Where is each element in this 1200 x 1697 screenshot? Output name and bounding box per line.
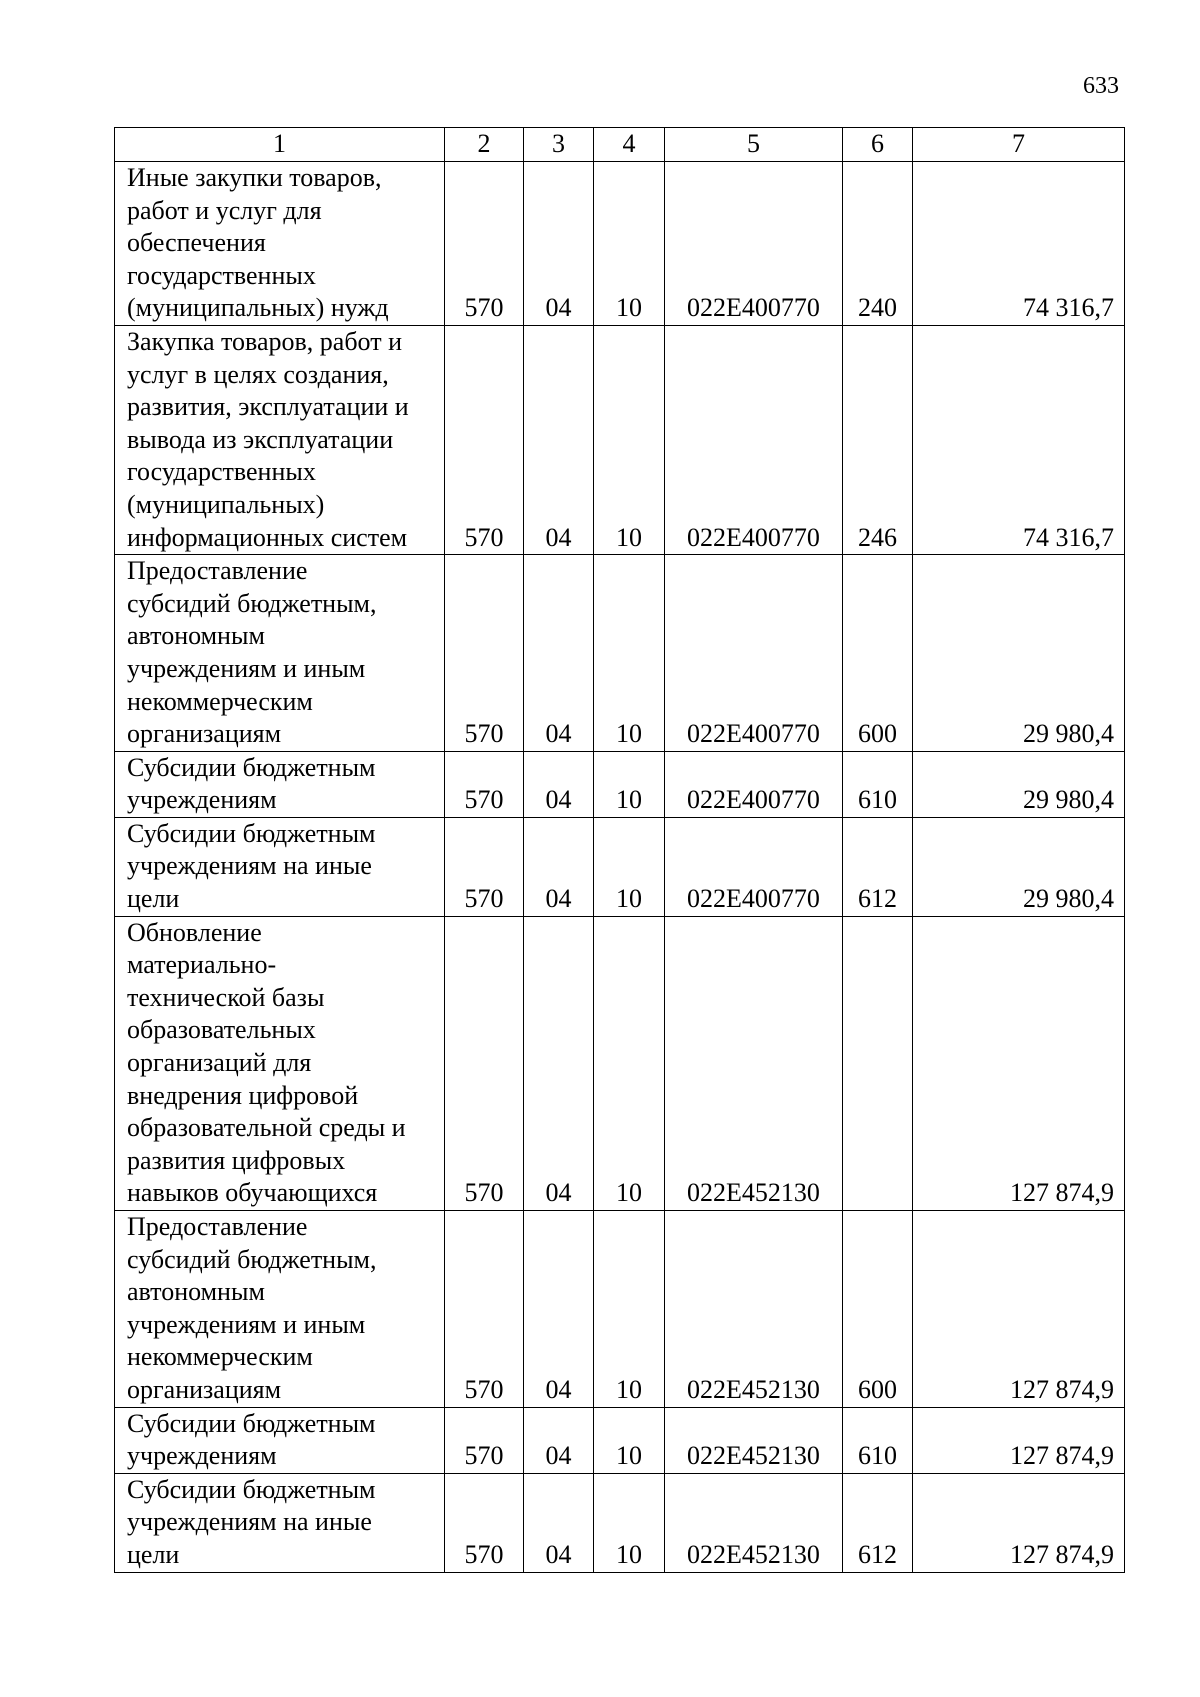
code-cell: 570 bbox=[445, 751, 524, 817]
expense-type-cell: 612 bbox=[843, 1473, 913, 1572]
desc-line: образовательных bbox=[127, 1015, 316, 1045]
desc-line: технической базы bbox=[127, 982, 325, 1012]
subsection-cell: 10 bbox=[594, 817, 665, 916]
desc-line: Предоставление bbox=[127, 556, 308, 586]
desc-line: Закупка товаров, работ и bbox=[127, 326, 402, 356]
column-header-5: 5 bbox=[665, 128, 843, 162]
expense-type-cell: 600 bbox=[843, 1211, 913, 1408]
expense-type-cell bbox=[843, 916, 913, 1210]
page-number: 633 bbox=[1083, 73, 1119, 99]
code-cell: 570 bbox=[445, 817, 524, 916]
expense-type-cell: 610 bbox=[843, 1407, 913, 1473]
target-article-cell: 022E400770 bbox=[665, 162, 843, 326]
desc-line: некоммерческим bbox=[127, 1342, 313, 1372]
subsection-cell: 10 bbox=[594, 916, 665, 1210]
desc-line: субсидий бюджетным, bbox=[127, 1244, 377, 1274]
amount-cell: 29 980,4 bbox=[913, 817, 1125, 916]
desc-line: организациям bbox=[127, 1374, 282, 1404]
desc-line: Субсидии бюджетным bbox=[127, 1474, 376, 1504]
subsection-cell: 10 bbox=[594, 1473, 665, 1572]
desc-line: цели bbox=[127, 1539, 180, 1569]
desc-line: учреждениям bbox=[127, 1441, 277, 1471]
target-article-cell: 022E400770 bbox=[665, 555, 843, 752]
desc-line: вывода из эксплуатации bbox=[127, 424, 394, 454]
desc-line: развития, эксплуатации и bbox=[127, 392, 409, 422]
section-cell: 04 bbox=[524, 162, 594, 326]
target-article-cell: 022E400770 bbox=[665, 325, 843, 554]
table-row bbox=[115, 751, 1125, 817]
target-article-cell: 022E452130 bbox=[665, 1473, 843, 1572]
desc-line: (муниципальных) bbox=[127, 489, 325, 519]
desc-line: информационных систем bbox=[127, 522, 408, 552]
desc-line: автономным bbox=[127, 621, 265, 651]
section-cell: 04 bbox=[524, 1407, 594, 1473]
section-cell: 04 bbox=[524, 817, 594, 916]
desc-line: обеспечения bbox=[127, 228, 266, 258]
desc-cell bbox=[115, 817, 445, 916]
code-cell: 570 bbox=[445, 916, 524, 1210]
table-row bbox=[115, 325, 1125, 554]
desc-cell bbox=[115, 1473, 445, 1572]
expense-type-cell: 246 bbox=[843, 325, 913, 554]
code-cell: 570 bbox=[445, 555, 524, 752]
code-cell: 570 bbox=[445, 1211, 524, 1408]
column-header-4: 4 bbox=[594, 128, 665, 162]
code-cell: 570 bbox=[445, 1407, 524, 1473]
desc-line: учреждениям на иные bbox=[127, 1507, 372, 1537]
expense-type-cell: 600 bbox=[843, 555, 913, 752]
column-header-1: 1 bbox=[115, 128, 445, 162]
table-row bbox=[115, 916, 1125, 1210]
desc-line: работ и услуг для bbox=[127, 195, 322, 225]
desc-line: образовательной среды и bbox=[127, 1113, 406, 1143]
table-row bbox=[115, 555, 1125, 752]
desc-line: организациям bbox=[127, 719, 282, 749]
expense-type-cell: 610 bbox=[843, 751, 913, 817]
table-row bbox=[115, 1473, 1125, 1572]
desc-line: внедрения цифровой bbox=[127, 1080, 359, 1110]
desc-line: Субсидии бюджетным bbox=[127, 818, 376, 848]
desc-line: некоммерческим bbox=[127, 686, 313, 716]
code-cell: 570 bbox=[445, 1473, 524, 1572]
table-header-row bbox=[115, 128, 1125, 162]
desc-cell bbox=[115, 1211, 445, 1408]
budget-table bbox=[114, 127, 1125, 1573]
column-header-7: 7 bbox=[913, 128, 1125, 162]
desc-cell bbox=[115, 325, 445, 554]
code-cell: 570 bbox=[445, 162, 524, 326]
desc-line: учреждениям на иные bbox=[127, 851, 372, 881]
desc-line: Субсидии бюджетным bbox=[127, 1408, 376, 1438]
amount-cell: 29 980,4 bbox=[913, 555, 1125, 752]
desc-line: Обновление bbox=[127, 917, 262, 947]
desc-line: (муниципальных) нужд bbox=[127, 293, 389, 323]
desc-line: учреждениям bbox=[127, 785, 277, 815]
desc-line: субсидий бюджетным, bbox=[127, 588, 377, 618]
desc-line: учреждениям и иным bbox=[127, 653, 366, 683]
table-row bbox=[115, 1211, 1125, 1408]
amount-cell: 29 980,4 bbox=[913, 751, 1125, 817]
desc-line: материально- bbox=[127, 950, 277, 980]
amount-cell: 127 874,9 bbox=[913, 916, 1125, 1210]
desc-cell bbox=[115, 916, 445, 1210]
expense-type-cell: 240 bbox=[843, 162, 913, 326]
section-cell: 04 bbox=[524, 555, 594, 752]
target-article-cell: 022E400770 bbox=[665, 817, 843, 916]
desc-line: государственных bbox=[127, 457, 316, 487]
table-row bbox=[115, 817, 1125, 916]
section-cell: 04 bbox=[524, 916, 594, 1210]
target-article-cell: 022E452130 bbox=[665, 916, 843, 1210]
subsection-cell: 10 bbox=[594, 1211, 665, 1408]
section-cell: 04 bbox=[524, 751, 594, 817]
subsection-cell: 10 bbox=[594, 162, 665, 326]
section-cell: 04 bbox=[524, 325, 594, 554]
amount-cell: 127 874,9 bbox=[913, 1407, 1125, 1473]
amount-cell: 74 316,7 bbox=[913, 325, 1125, 554]
target-article-cell: 022E400770 bbox=[665, 751, 843, 817]
subsection-cell: 10 bbox=[594, 1407, 665, 1473]
desc-line: навыков обучающихся bbox=[127, 1178, 378, 1208]
column-header-3: 3 bbox=[524, 128, 594, 162]
amount-cell: 127 874,9 bbox=[913, 1473, 1125, 1572]
subsection-cell: 10 bbox=[594, 325, 665, 554]
code-cell: 570 bbox=[445, 325, 524, 554]
amount-cell: 74 316,7 bbox=[913, 162, 1125, 326]
desc-line: учреждениям и иным bbox=[127, 1309, 366, 1339]
subsection-cell: 10 bbox=[594, 555, 665, 752]
desc-line: услуг в целях создания, bbox=[127, 359, 389, 389]
subsection-cell: 10 bbox=[594, 751, 665, 817]
desc-cell bbox=[115, 751, 445, 817]
desc-cell bbox=[115, 1407, 445, 1473]
section-cell: 04 bbox=[524, 1211, 594, 1408]
desc-line: Субсидии бюджетным bbox=[127, 752, 376, 782]
desc-line: Иные закупки товаров, bbox=[127, 163, 382, 192]
target-article-cell: 022E452130 bbox=[665, 1407, 843, 1473]
desc-line: развития цифровых bbox=[127, 1145, 346, 1175]
amount-cell: 127 874,9 bbox=[913, 1211, 1125, 1408]
table-row bbox=[115, 162, 1125, 326]
desc-cell bbox=[115, 555, 445, 752]
desc-cell bbox=[115, 162, 445, 326]
desc-line: цели bbox=[127, 884, 180, 914]
column-header-2: 2 bbox=[445, 128, 524, 162]
desc-line: организаций для bbox=[127, 1048, 312, 1078]
expense-type-cell: 612 bbox=[843, 817, 913, 916]
desc-line: государственных bbox=[127, 260, 316, 290]
section-cell: 04 bbox=[524, 1473, 594, 1572]
table-row bbox=[115, 1407, 1125, 1473]
desc-line: автономным bbox=[127, 1277, 265, 1307]
desc-line: Предоставление bbox=[127, 1212, 308, 1241]
column-header-6: 6 bbox=[843, 128, 913, 162]
target-article-cell: 022E452130 bbox=[665, 1211, 843, 1408]
